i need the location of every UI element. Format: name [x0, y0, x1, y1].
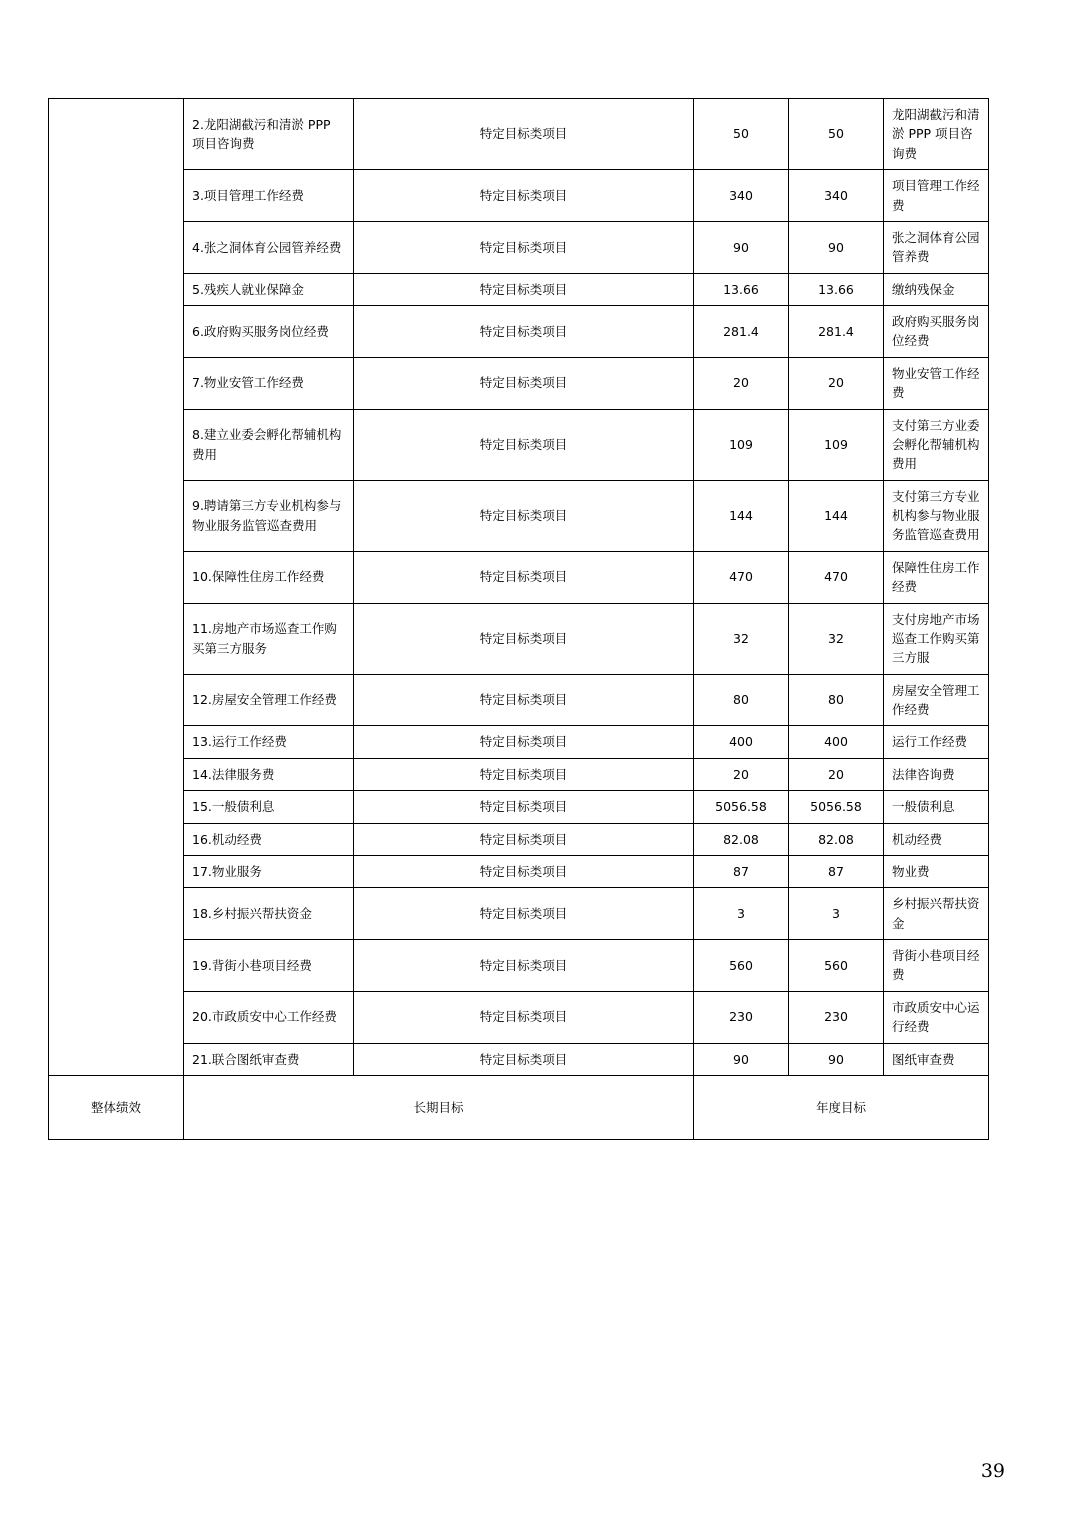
project-value-2: 340 [789, 170, 884, 222]
table-row [49, 888, 989, 940]
page-number: 39 [980, 1460, 1005, 1482]
project-value-2: 90 [789, 1043, 884, 1075]
project-value-1: 20 [694, 758, 789, 790]
project-value-1: 340 [694, 170, 789, 222]
project-note: 市政质安中心运行经费 [884, 991, 989, 1043]
project-value-2: 80 [789, 674, 884, 726]
project-note: 张之洞体育公园管养费 [884, 221, 989, 273]
project-name: 16.机动经费 [184, 823, 354, 855]
table-row [49, 221, 989, 273]
table-row [49, 409, 989, 480]
project-value-1: 90 [694, 221, 789, 273]
project-value-1: 5056.58 [694, 791, 789, 823]
project-value-2: 109 [789, 409, 884, 480]
table-row [49, 1043, 989, 1075]
project-name: 19.背街小巷项目经费 [184, 940, 354, 992]
project-value-1: 560 [694, 940, 789, 992]
table-row [49, 726, 989, 758]
project-value-2: 82.08 [789, 823, 884, 855]
budget-table-body [49, 99, 989, 1140]
project-note: 缴纳残保金 [884, 273, 989, 305]
project-value-2: 144 [789, 480, 884, 551]
project-value-2: 560 [789, 940, 884, 992]
project-category: 特定目标类项目 [354, 855, 694, 887]
table-row [49, 855, 989, 887]
table-row [49, 480, 989, 551]
project-note: 法律咨询费 [884, 758, 989, 790]
project-value-1: 281.4 [694, 306, 789, 358]
project-category: 特定目标类项目 [354, 991, 694, 1043]
project-note: 龙阳湖截污和清淤 PPP 项目咨询费 [884, 99, 989, 170]
project-name: 12.房屋安全管理工作经费 [184, 674, 354, 726]
project-name: 5.残疾人就业保障金 [184, 273, 354, 305]
project-category: 特定目标类项目 [354, 99, 694, 170]
project-value-2: 5056.58 [789, 791, 884, 823]
overall-performance-row [49, 1075, 989, 1139]
project-value-2: 87 [789, 855, 884, 887]
table-row [49, 758, 989, 790]
project-category: 特定目标类项目 [354, 823, 694, 855]
project-name: 21.联合图纸审查费 [184, 1043, 354, 1075]
table-row [49, 273, 989, 305]
project-value-1: 87 [694, 855, 789, 887]
project-value-1: 400 [694, 726, 789, 758]
project-name: 18.乡村振兴帮扶资金 [184, 888, 354, 940]
project-value-2: 90 [789, 221, 884, 273]
project-value-2: 470 [789, 551, 884, 603]
project-note: 运行工作经费 [884, 726, 989, 758]
project-note: 机动经费 [884, 823, 989, 855]
project-category: 特定目标类项目 [354, 603, 694, 674]
table-row [49, 674, 989, 726]
project-value-1: 230 [694, 991, 789, 1043]
project-category: 特定目标类项目 [354, 1043, 694, 1075]
project-category: 特定目标类项目 [354, 791, 694, 823]
project-note: 房屋安全管理工作经费 [884, 674, 989, 726]
project-name: 7.物业安管工作经费 [184, 357, 354, 409]
project-name: 10.保障性住房工作经费 [184, 551, 354, 603]
project-value-1: 13.66 [694, 273, 789, 305]
table-row [49, 170, 989, 222]
long-term-goal-label: 长期目标 [184, 1075, 694, 1139]
budget-table-container [48, 98, 988, 1140]
project-category: 特定目标类项目 [354, 551, 694, 603]
project-category: 特定目标类项目 [354, 758, 694, 790]
project-name: 6.政府购买服务岗位经费 [184, 306, 354, 358]
project-category: 特定目标类项目 [354, 409, 694, 480]
project-note: 政府购买服务岗位经费 [884, 306, 989, 358]
project-value-2: 20 [789, 357, 884, 409]
project-note: 乡村振兴帮扶资金 [884, 888, 989, 940]
project-category: 特定目标类项目 [354, 273, 694, 305]
project-category: 特定目标类项目 [354, 306, 694, 358]
project-value-1: 90 [694, 1043, 789, 1075]
table-row [49, 823, 989, 855]
project-note: 图纸审查费 [884, 1043, 989, 1075]
table-row [49, 791, 989, 823]
project-category: 特定目标类项目 [354, 726, 694, 758]
annual-goal-label: 年度目标 [694, 1075, 989, 1139]
table-row [49, 603, 989, 674]
project-value-1: 80 [694, 674, 789, 726]
project-value-2: 281.4 [789, 306, 884, 358]
project-category: 特定目标类项目 [354, 170, 694, 222]
project-value-1: 144 [694, 480, 789, 551]
budget-table [48, 98, 989, 1140]
project-name: 14.法律服务费 [184, 758, 354, 790]
project-value-1: 32 [694, 603, 789, 674]
project-category: 特定目标类项目 [354, 940, 694, 992]
project-value-1: 3 [694, 888, 789, 940]
table-row [49, 551, 989, 603]
project-category: 特定目标类项目 [354, 888, 694, 940]
project-category: 特定目标类项目 [354, 221, 694, 273]
project-value-2: 230 [789, 991, 884, 1043]
project-category: 特定目标类项目 [354, 674, 694, 726]
project-name: 8.建立业委会孵化帮辅机构费用 [184, 409, 354, 480]
project-name: 13.运行工作经费 [184, 726, 354, 758]
project-value-2: 3 [789, 888, 884, 940]
project-value-1: 50 [694, 99, 789, 170]
project-value-1: 470 [694, 551, 789, 603]
project-value-2: 400 [789, 726, 884, 758]
project-value-2: 50 [789, 99, 884, 170]
project-note: 项目管理工作经费 [884, 170, 989, 222]
table-row [49, 99, 989, 170]
table-row [49, 940, 989, 992]
project-value-1: 20 [694, 357, 789, 409]
project-value-2: 13.66 [789, 273, 884, 305]
project-name: 15.一般债利息 [184, 791, 354, 823]
project-note: 物业安管工作经费 [884, 357, 989, 409]
table-row [49, 357, 989, 409]
project-category: 特定目标类项目 [354, 480, 694, 551]
project-note: 支付第三方业委会孵化帮辅机构费用 [884, 409, 989, 480]
project-name: 9.聘请第三方专业机构参与物业服务监管巡查费用 [184, 480, 354, 551]
project-value-1: 82.08 [694, 823, 789, 855]
project-note: 物业费 [884, 855, 989, 887]
project-name: 11.房地产市场巡查工作购买第三方服务 [184, 603, 354, 674]
project-name: 17.物业服务 [184, 855, 354, 887]
project-value-2: 32 [789, 603, 884, 674]
project-name: 4.张之洞体育公园管养经费 [184, 221, 354, 273]
project-name: 2.龙阳湖截污和清淤 PPP 项目咨询费 [184, 99, 354, 170]
project-note: 支付第三方专业机构参与物业服务监管巡查费用 [884, 480, 989, 551]
table-row [49, 306, 989, 358]
project-category: 特定目标类项目 [354, 357, 694, 409]
table-row [49, 991, 989, 1043]
project-name: 3.项目管理工作经费 [184, 170, 354, 222]
project-note: 支付房地产市场巡查工作购买第三方服 [884, 603, 989, 674]
project-name: 20.市政质安中心工作经费 [184, 991, 354, 1043]
project-note: 一般债利息 [884, 791, 989, 823]
project-value-2: 20 [789, 758, 884, 790]
project-note: 背街小巷项目经费 [884, 940, 989, 992]
overall-performance-label: 整体绩效 [49, 1075, 184, 1139]
project-note: 保障性住房工作经费 [884, 551, 989, 603]
project-value-1: 109 [694, 409, 789, 480]
row-group-spacer [49, 99, 184, 1076]
